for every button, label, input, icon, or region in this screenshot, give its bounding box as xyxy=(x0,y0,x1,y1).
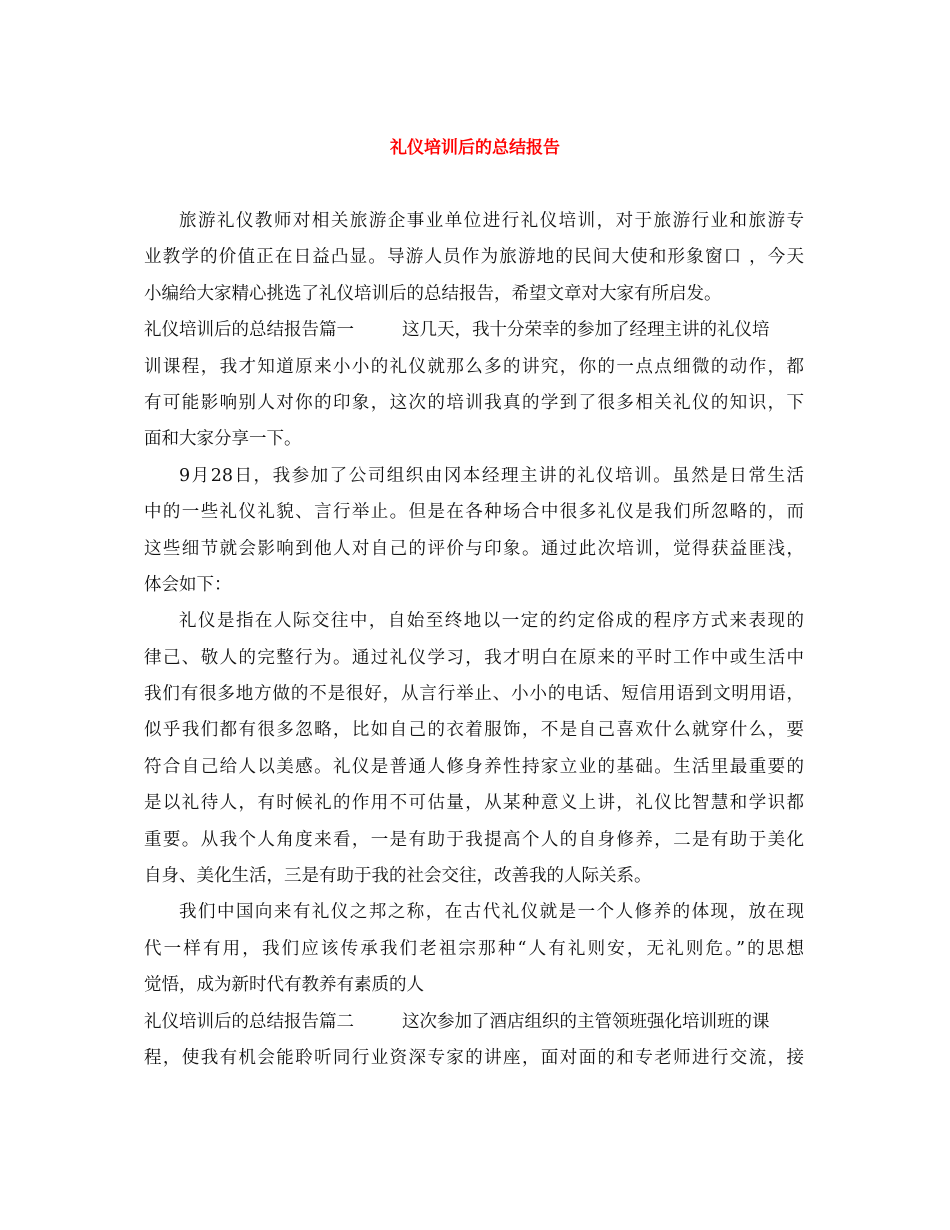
paragraph-line: 9月28日，我参加了公司组织由冈本经理主讲的礼仪培训。虽然是日常生活 xyxy=(179,465,804,486)
paragraph-line: 符合自己给人以美感。礼仪是普通人修身养性持家立业的基础。生活里最重要的 xyxy=(144,756,804,777)
paragraph-line: 程，使我有机会能聆听同行业资深专家的讲座，面对面的和专老师进行交流，接 xyxy=(144,1047,804,1068)
paragraph-line: 体会如下： xyxy=(144,574,232,595)
paragraph-line: 礼仪是指在人际交往中，自始至终地以一定的约定俗成的程序方式来表现的 xyxy=(179,611,804,632)
section-heading-line xyxy=(144,312,804,348)
paragraph-line: 旅游礼仪教师对相关旅游企事业单位进行礼仪培训，对于旅游行业和旅游专 xyxy=(179,211,804,231)
section-heading: 礼仪培训后的总结报告篇二 xyxy=(144,1011,354,1032)
paragraph-line: 觉悟，成为新时代有教养有素质的人 xyxy=(144,975,424,996)
paragraph-line: 律己、敬人的完整行为。通过礼仪学习，我才明白在原来的平时工作中或生活中 xyxy=(144,647,804,668)
paragraph-line: 训课程，我才知道原来小小的礼仪就那么多的讲究，你的一点点细微的动作，都 xyxy=(144,356,804,377)
document-title: 礼仪培训后的总结报告 xyxy=(390,138,560,158)
paragraph-line: 似乎我们都有很多忽略，比如自己的衣着服饰，不是自己喜欢什么就穿什么，要 xyxy=(144,720,804,741)
paragraph-line: 我们有很多地方做的不是很好，从言行举止、小小的电话、短信用语到文明用语， xyxy=(144,684,804,705)
paragraph-line: 重要。从我个人角度来看，一是有助于我提高个人的自身修养，二是有助于美化 xyxy=(144,829,804,850)
paragraph-line: 我们中国向来有礼仪之邦之称，在古代礼仪就是一个人修养的体现，放在现 xyxy=(179,902,804,923)
section-heading: 礼仪培训后的总结报告篇一 xyxy=(144,320,354,341)
paragraph-line: 代一样有用，我们应该传承我们老祖宗那种“人有礼则安，无礼则危。”的思想 xyxy=(144,938,804,959)
paragraph-line: 小编给大家精心挑选了礼仪培训后的总结报告，希望文章对大家有所启发。 xyxy=(144,283,722,304)
section-heading-line xyxy=(144,1004,804,1040)
paragraph-text: 这几天，我十分荣幸的参加了经理主讲的礼仪培 xyxy=(402,320,770,341)
paragraph-line: 业教学的价值正在日益凸显。导游人员作为旅游地的民间大使和形象窗口 ，今天 xyxy=(144,247,804,268)
paragraph-line: 有可能影响别人对你的印象，这次的培训我真的学到了很多相关礼仪的知识，下 xyxy=(144,392,804,413)
paragraph-text: 这次参加了酒店组织的主管领班强化培训班的课 xyxy=(402,1011,770,1032)
paragraph-line: 自身、美化生活，三是有助于我的社会交往，改善我的人际关系。 xyxy=(144,866,652,887)
paragraph-line: 是以礼待人，有时候礼的作用不可估量，从某种意义上讲，礼仪比智慧和学识都 xyxy=(144,793,804,814)
paragraph-line: 这些细节就会影响到他人对自己的评价与印象。通过此次培训，觉得获益匪浅， xyxy=(144,538,804,559)
paragraph-line: 面和大家分享一下。 xyxy=(144,429,302,450)
paragraph-line: 中的一些礼仪礼貌、言行举止。但是在各种场合中很多礼仪是我们所忽略的，而 xyxy=(144,502,804,523)
document-body xyxy=(144,203,804,1076)
